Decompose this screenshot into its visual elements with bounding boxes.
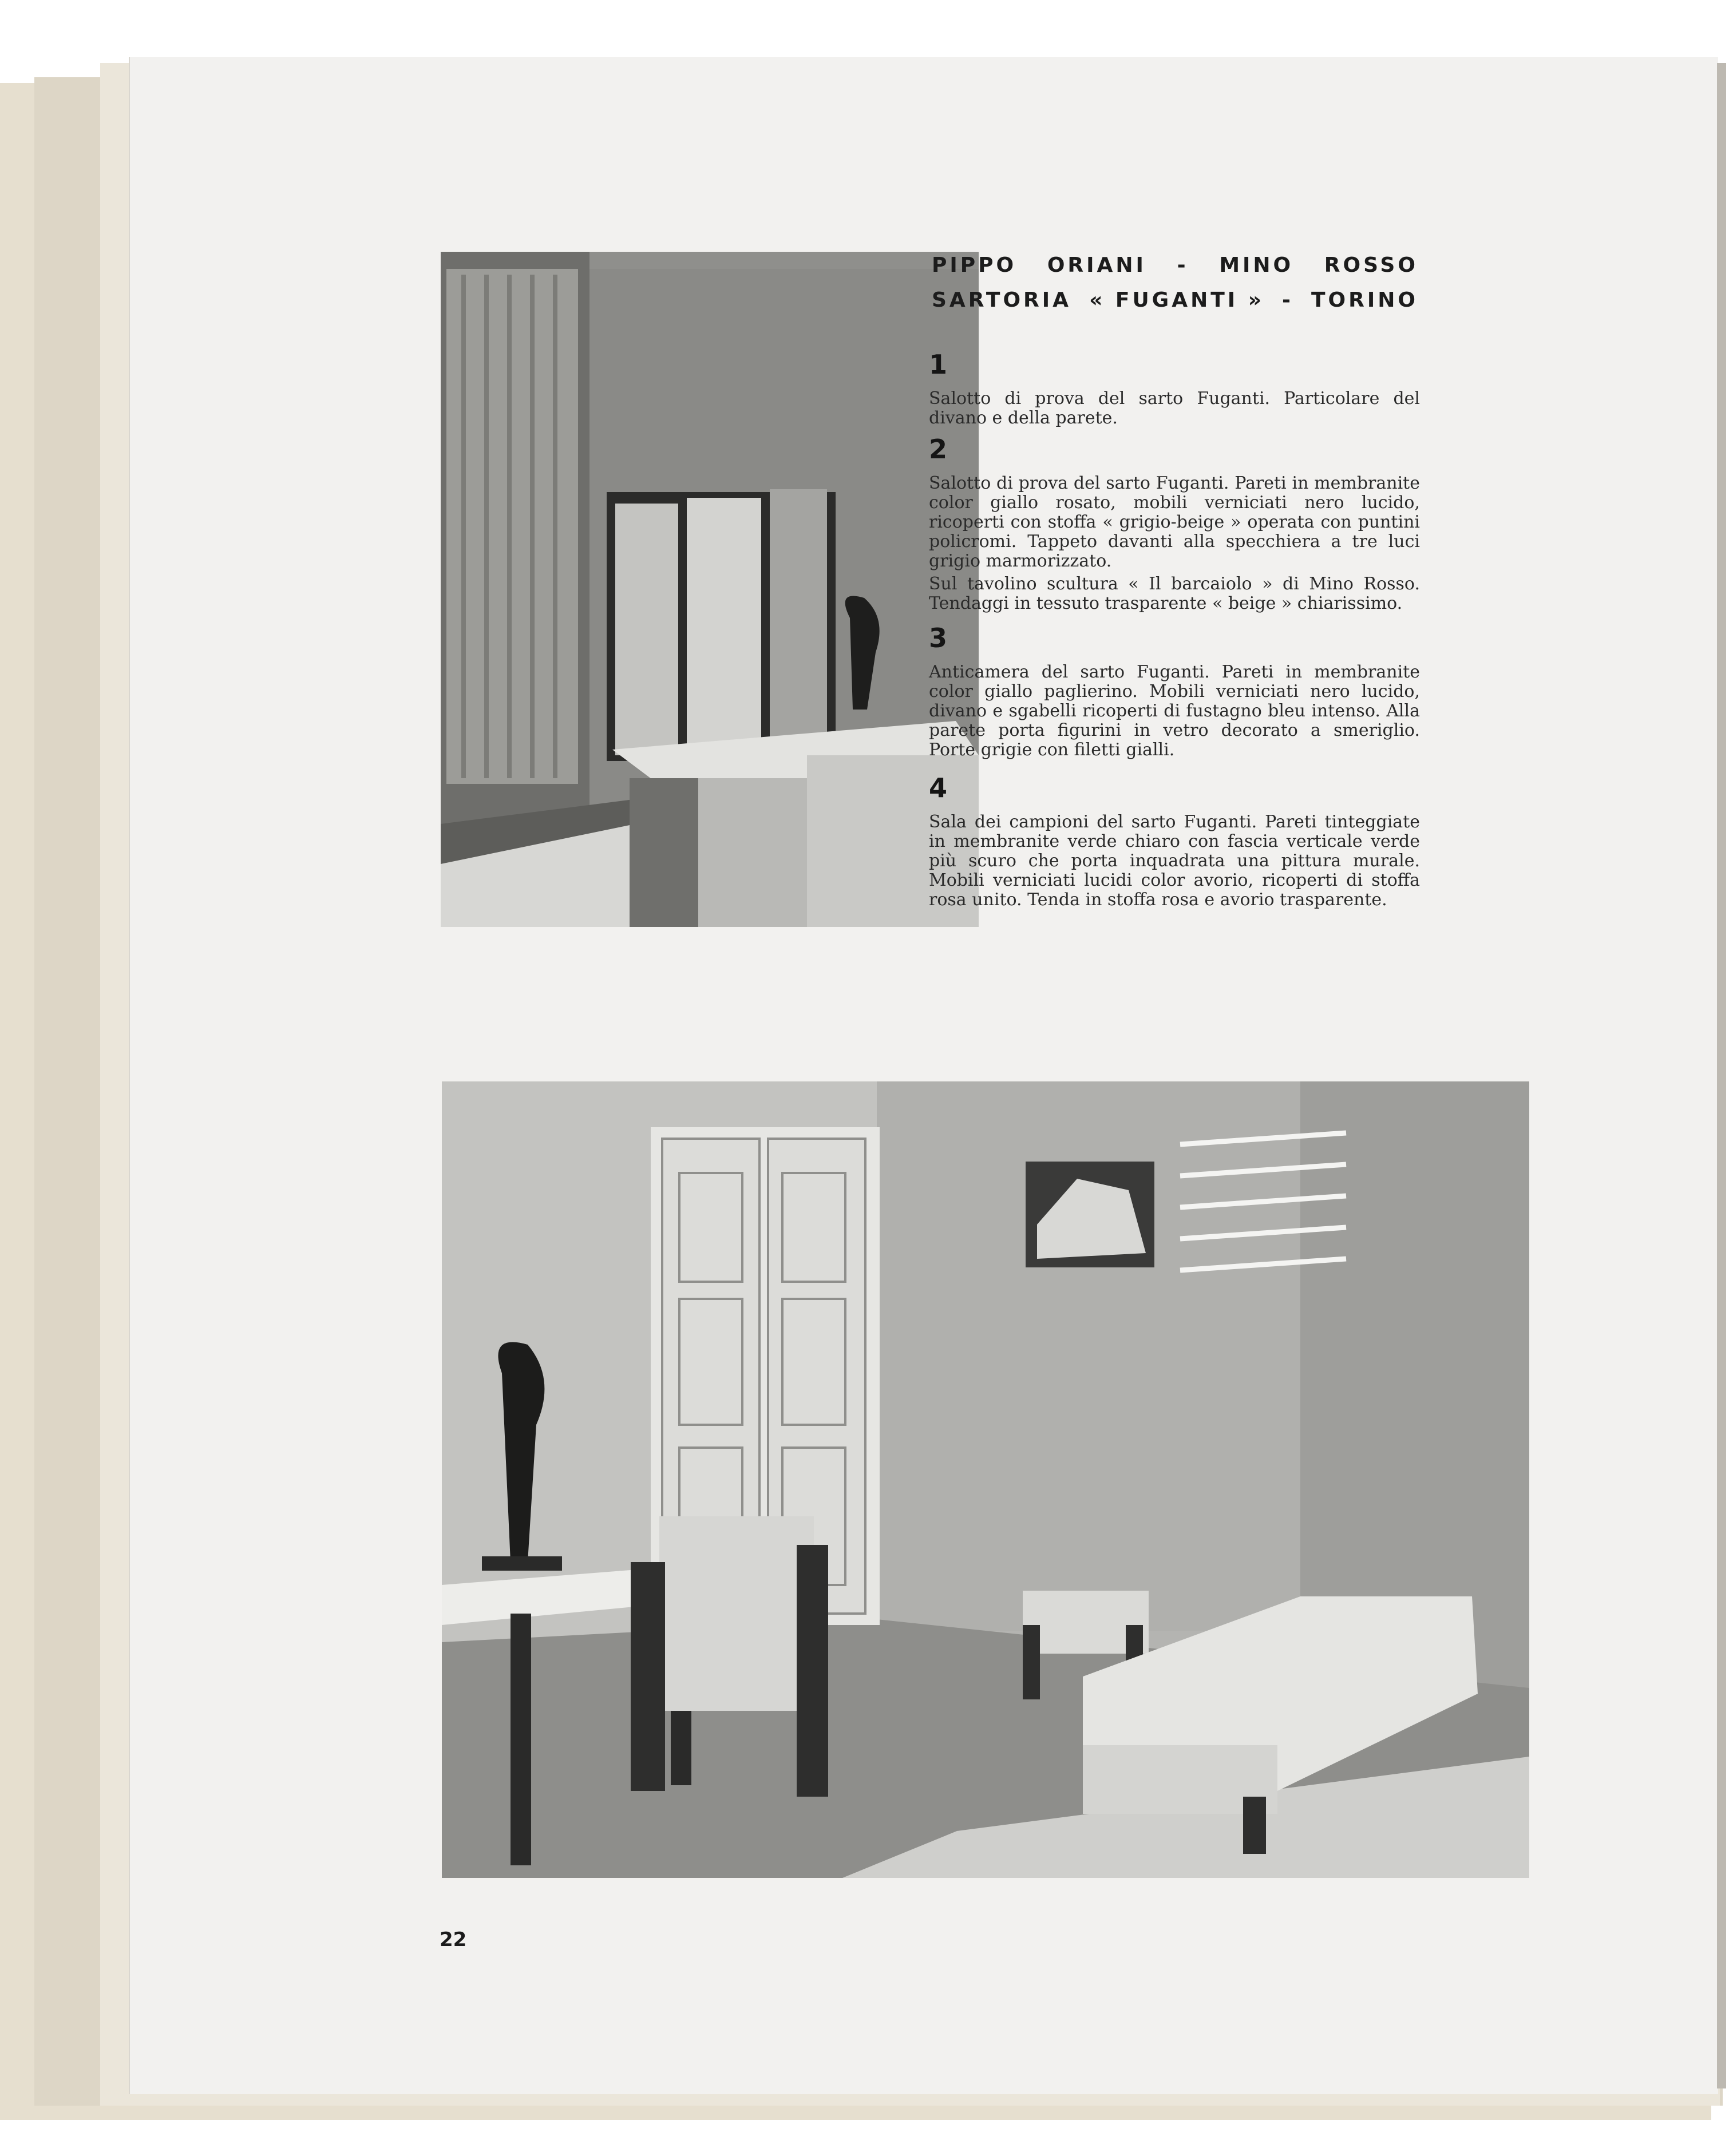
caption-text-2: Salotto di prova del sarto Fuganti. Pareti in membranite color giallo rosato, mobili verniciati nero lucido, ricoperti con stoffa « grigio-beige » operata con puntini policromi. Tappeto davanti alla specchiera a tre luci grigio marmorizzato.	[929, 473, 1420, 571]
header-word: PIPPO	[932, 253, 1017, 277]
photo-fitting-room	[441, 252, 979, 927]
header-word: TORINO	[1311, 288, 1418, 312]
header-word: ROSSO	[1324, 253, 1418, 277]
header-word: -	[1177, 253, 1189, 277]
header-word: MINO	[1219, 253, 1294, 277]
caption-number-4: 4	[929, 772, 948, 803]
caption-text-2b: Sul tavolino scultura « Il barcaiolo » di Mino Rosso. Tendaggi in tessuto trasparente « beige » chiarissimo.	[929, 574, 1420, 613]
caption-number-1: 1	[929, 349, 948, 380]
caption-text-1: Salotto di prova del sarto Fuganti. Particolare del divano e della parete.	[929, 389, 1420, 428]
header-word: ORIANI	[1047, 253, 1146, 277]
page-spine	[1717, 63, 1726, 2088]
caption-number-3: 3	[929, 623, 948, 653]
header-word: « FUGANTI »	[1089, 288, 1264, 312]
caption-text-4: Sala dei campioni del sarto Fuganti. Pareti tinteggiate in membranite verde chiaro con fascia verticale verde più scuro che porta inquadrata una pittura murale. Mobili verniciati lucidi color avorio, ricoperti di stoffa rosa unito. Tenda in stoffa rosa e avorio trasparente.	[929, 812, 1420, 910]
header-word: SARTORIA	[932, 288, 1072, 312]
header-client	[932, 288, 1418, 312]
header-word: -	[1282, 288, 1293, 312]
photo-samples-room	[442, 1081, 1529, 1878]
caption-number-2: 2	[929, 434, 948, 465]
caption-text-3: Anticamera del sarto Fuganti. Pareti in membranite color giallo paglierino. Mobili verniciati nero lucido, divano e sgabelli ricoperti di fustagno bleu intenso. Alla parete porta figurini in vetro decorato a smeriglio. Porte grigie con filetti gialli.	[929, 662, 1420, 760]
header-designers	[932, 253, 1418, 277]
page-number: 22	[440, 1928, 467, 1951]
